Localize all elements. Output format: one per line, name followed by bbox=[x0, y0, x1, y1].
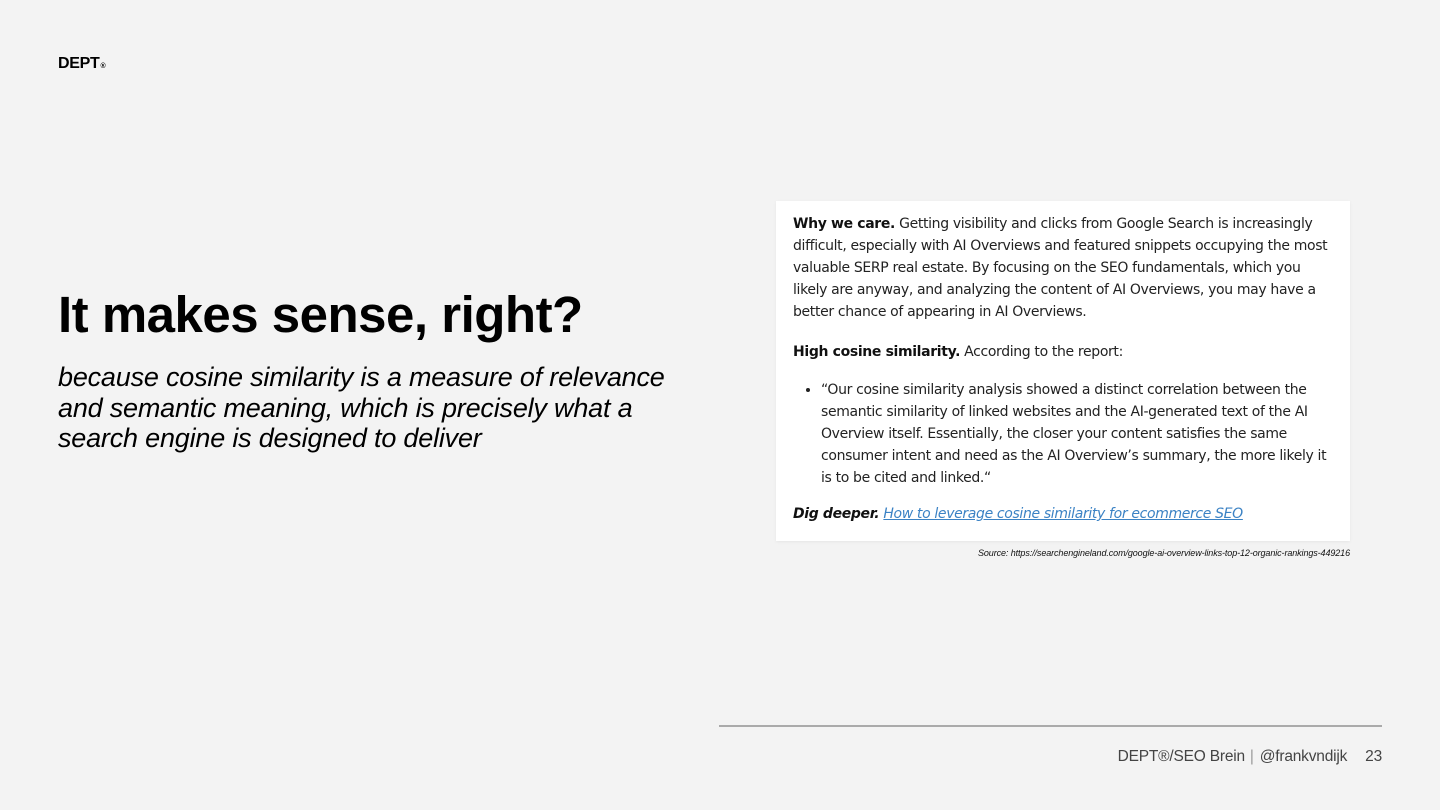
footer-divider bbox=[719, 725, 1382, 727]
excerpt-paragraph-cosine bbox=[793, 341, 1334, 363]
footer-separator: | bbox=[1249, 748, 1254, 765]
excerpt-body-why-we-care: Getting visibility and clicks from Google Search is increasingly difficult, especially with AI Overviews and featured snippets occupying the most valuable SERP real estate. By focusing on the SEO fundamentals, which you likely are anyway, and analyzing the content of AI Overviews, you may have a better chance of appearing in AI Overviews. bbox=[793, 216, 1328, 320]
source-citation: Source: https://searchengineland.com/google-ai-overview-links-top-12-organic-rankings-449216 bbox=[977, 548, 1350, 558]
excerpt-quote: • “Our cosine similarity analysis showed a distinct correlation between the semantic similarity of linked websites and the AI-generated text of the AI Overview itself. Essentially, the closer your content satisfies the same consumer intent and need as the AI Overview’s summary, the more likely it is to be cited and linked.“ bbox=[821, 379, 1334, 489]
dig-deeper-link[interactable]: How to leverage cosine similarity for ecommerce SEO bbox=[883, 506, 1243, 522]
excerpt-body-cosine: According to the report: bbox=[960, 344, 1123, 360]
article-excerpt-screenshot bbox=[776, 201, 1350, 541]
excerpt-lead-cosine: High cosine similarity. bbox=[793, 344, 961, 360]
dig-deeper-lead: Dig deeper. bbox=[793, 506, 880, 522]
logo-mark: ® bbox=[100, 63, 106, 70]
slide-subtitle: because cosine similarity is a measure of relevance and semantic meaning, which is precisely what a search engine is designed to deliver bbox=[58, 362, 665, 453]
page-number: 23 bbox=[1365, 748, 1382, 765]
dept-logo bbox=[58, 55, 105, 73]
footer-handle: @frankvndijk bbox=[1259, 748, 1348, 765]
slide-headline: It makes sense, right? bbox=[58, 286, 583, 343]
excerpt-dig-deeper bbox=[793, 503, 1334, 525]
excerpt-paragraph-why-we-care bbox=[793, 213, 1334, 323]
excerpt-quote-list bbox=[793, 379, 1334, 489]
excerpt-lead-why-we-care: Why we care. bbox=[793, 216, 895, 232]
slide-footer bbox=[1118, 748, 1382, 766]
logo-text: DEPT bbox=[58, 55, 100, 72]
footer-brand: DEPT®/SEO Brein bbox=[1117, 748, 1245, 765]
